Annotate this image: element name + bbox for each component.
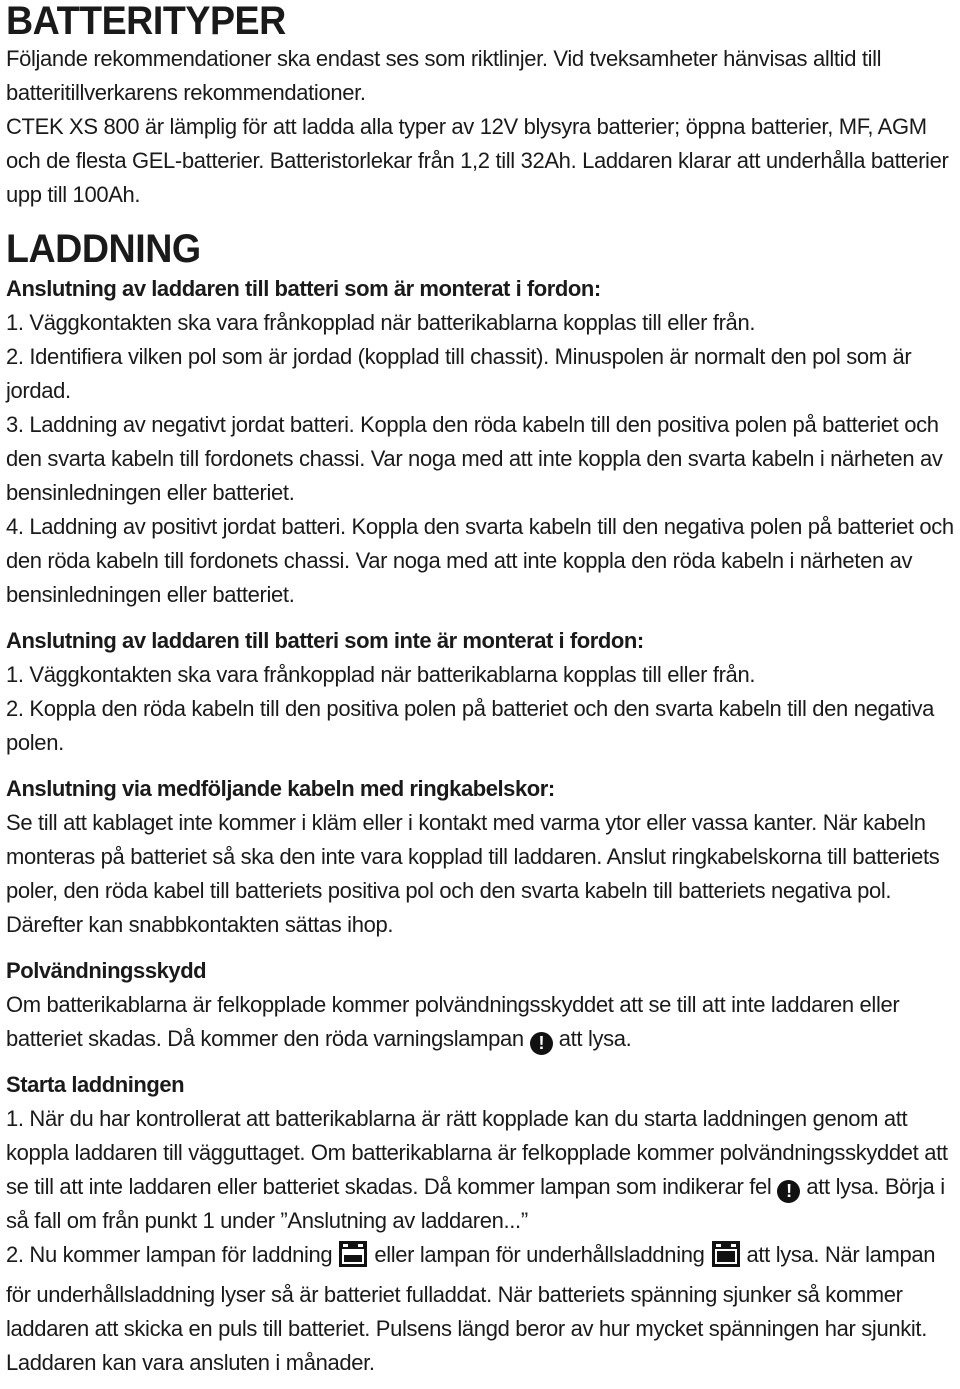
ringkabel-text: Se till att kablaget inte kommer i kläm eller i kontakt med varma ytor eller vassa kanter. När kabeln monteras på batteriet så ska den inte vara kopplad till laddaren. Anslut ringkabelskorna till batteriets poler, den röda kabel till batteriets positiva pol och den svarta kabeln till batteriets negativa pol. Därefter kan snabbkontakten sättas ihop. <box>6 810 940 937</box>
section-title-laddning: LADDNING <box>6 227 201 271</box>
starta-step-1-after: att lysa. Börja i så fall om från punkt 1 under ”Anslutning av laddaren...” <box>6 1174 945 1233</box>
starta-step-2-a: 2. Nu kommer lampan för laddning <box>6 1242 333 1267</box>
list-item: 4. Laddning av positivt jordat batteri. Koppla den svarta kabeln till den negativa polen på batteriet och den röda kabeln till fordonets chassi. Var noga med att inte koppla den röda kabeln i närheten av bensinledningen eller batteriet. <box>6 514 954 607</box>
batterityper-intro: Följande rekommendationer ska endast ses som riktlinjer. Vid tveksamheter hänvisas alltid till batteritillverkarens rekommendationer. <box>6 46 882 105</box>
polvandning-text-after: att lysa. <box>558 1026 632 1051</box>
list-item: 1. Väggkontakten ska vara frånkopplad när batterikablarna kopplas till eller från. <box>6 662 756 687</box>
polvandning-text <box>6 988 954 1056</box>
heading-ringkabel: Anslutning via medföljande kabeln med ringkabelskor: <box>6 776 555 801</box>
list-item: 2. Koppla den röda kabeln till den positiva polen på batteriet och den svarta kabeln till den negativa polen. <box>6 696 935 755</box>
starta-step-2-c: att lysa. När lampan för underhållsladdning lyser så är batteriet fulladdat. När batteriets spänning sjunker så kommer laddaren att skicka en puls till batteriet. Pulsens längd beror av hur mycket spänningen har sjunkit. Laddaren kan vara ansluten i månader. <box>6 1242 936 1375</box>
heading-starta: Starta laddningen <box>6 1072 185 1097</box>
heading-ej-fordon: Anslutning av laddaren till batteri som inte är monterat i fordon: <box>6 628 644 653</box>
section-title-batterityper: BATTERITYPER <box>6 0 286 43</box>
starta-step-1 <box>6 1102 954 1238</box>
starta-step-1-before: 1. När du har kontrollerat att batterikablarna är rätt kopplade kan du starta laddningen genom att koppla laddaren till vägguttaget. Om batterikablarna är felkopplade kommer polvändningsskyddet att se till att inte laddaren eller batteriet skadas. Då kommer lampan som indikerar fel <box>6 1106 948 1199</box>
starta-step-2-b: eller lampan för underhållsladdning <box>374 1242 705 1267</box>
battery-charging-icon <box>338 1240 368 1278</box>
heading-fordon: Anslutning av laddaren till batteri som är monterat i fordon: <box>6 276 601 301</box>
list-item: 2. Identifiera vilken pol som är jordad (kopplad till chassit). Minuspolen är normalt den pol som är jordad. <box>6 344 912 403</box>
list-item: 3. Laddning av negativt jordat batteri. Koppla den röda kabeln till den positiva polen på batteriet och den svarta kabeln till fordonets chassi. Var noga med att inte koppla den svarta kabeln i närheten av bensinledningen eller batteriet. <box>6 412 943 505</box>
exclamation-circle-icon: ! <box>530 1032 553 1055</box>
exclamation-circle-icon: ! <box>777 1180 800 1203</box>
list-item: 1. Väggkontakten ska vara frånkopplad när batterikablarna kopplas till eller från. <box>6 310 756 335</box>
polvandning-text-before: Om batterikablarna är felkopplade kommer polvändningsskyddet att se till att inte laddaren eller batteriet skadas. Då kommer den röda varningslampan <box>6 992 900 1051</box>
battery-full-icon <box>711 1240 741 1278</box>
batterityper-description: CTEK XS 800 är lämplig för att ladda alla typer av 12V blysyra batterier; öppna batterier, MF, AGM och de flesta GEL-batterier. Batteristorlekar från 1,2 till 32Ah. Laddaren klarar att underhålla batterier upp till 100Ah. <box>6 114 949 207</box>
heading-polvandning: Polvändningsskydd <box>6 958 207 983</box>
starta-step-2 <box>6 1238 954 1380</box>
